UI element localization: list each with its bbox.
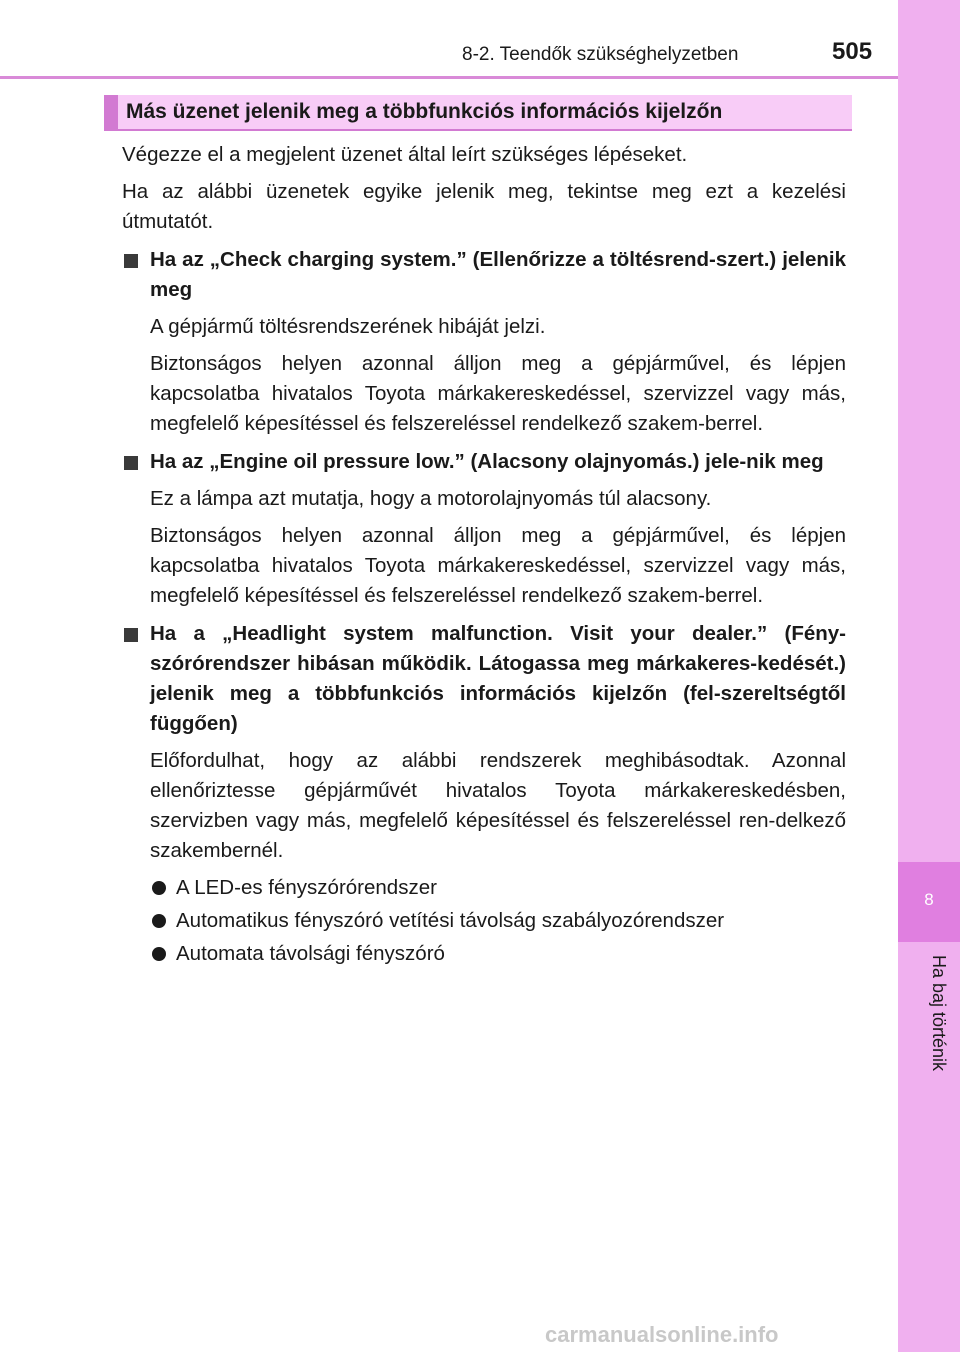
message-heading (122, 245, 846, 305)
message-body (122, 746, 846, 969)
list-item (150, 873, 846, 903)
watermark: carmanualsonline.info (545, 1322, 779, 1347)
chapter-side-tab (898, 0, 960, 1352)
square-bullet-icon (124, 628, 138, 642)
message-paragraph: Biztonságos helyen azonnal álljon meg a gépjárművel, és lépjen kapcsolatba hivatalos Toyota márkakereskedéssel, szervizzel vagy más, megfelelő képesítéssel és felszereléssel rendelkező szakem-berrel. (150, 352, 846, 435)
intro-paragraph: Ha az alábbi üzenetek egyike jelenik meg, tekintse meg ezt a kezelési útmutatót. (122, 180, 846, 233)
list-item (150, 939, 846, 969)
circle-bullet-icon (152, 914, 166, 928)
message-body (122, 484, 846, 611)
header-section-title: 8-2. Teendők szükséghelyzetben (462, 44, 739, 65)
message-item (122, 619, 846, 969)
list-item-text: Automata távolsági fényszóró (176, 942, 445, 965)
message-heading-text: Ha az „Check charging system.” (Ellenőrizze a töltésrend-szert.) jelenik meg (150, 248, 846, 301)
list-item-text: A LED-es fényszórórendszer (176, 876, 437, 899)
circle-bullet-icon (152, 947, 166, 961)
header-divider (0, 76, 898, 79)
message-heading (122, 619, 846, 739)
page-number: 505 (832, 38, 873, 65)
message-heading-text: Ha a „Headlight system malfunction. Visit your dealer.” (Fény-szórórendszer hibásan működik. Látogassa meg márkakeres-kedését.) jelenik meg a többfunkciós információs kijelzőn (fel-szereltségtől függően) (150, 622, 846, 735)
chapter-number-tab[interactable]: 8 (898, 862, 960, 942)
section-title: Más üzenet jelenik meg a többfunkciós információs kijelzőn (126, 100, 723, 123)
message-body (122, 312, 846, 439)
chapter-title: Ha baj történik (929, 955, 949, 1072)
list-item-text: Automatikus fényszóró vetítési távolság szabályozórendszer (176, 909, 725, 932)
circle-bullet-icon (152, 881, 166, 895)
square-bullet-icon (124, 254, 138, 268)
message-item (122, 245, 846, 439)
message-heading (122, 447, 846, 477)
message-paragraph: Előfordulhat, hogy az alábbi rendszerek meghibásodtak. Azonnal ellenőriztesse gépjárművét hivatalos Toyota márkakereskedésben, szervizben vagy más, megfelelő képesítéssel és felszereléssel ren-delkező szakembernél. (150, 749, 846, 862)
message-item (122, 447, 846, 611)
square-bullet-icon (124, 456, 138, 470)
list-item (150, 906, 846, 936)
page-content (122, 140, 846, 972)
message-paragraph: Biztonságos helyen azonnal álljon meg a gépjárművel, és lépjen kapcsolatba hivatalos Toyota márkakereskedéssel, szervizzel vagy más, megfelelő képesítéssel és felszereléssel rendelkező szakem-berrel. (150, 524, 846, 607)
intro-paragraph: Végezze el a megjelent üzenet által leírt szükséges lépéseket. (122, 143, 688, 166)
message-paragraph: A gépjármű töltésrendszerének hibáját jelzi. (150, 315, 546, 338)
message-heading-text: Ha az „Engine oil pressure low.” (Alacsony olajnyomás.) jele-nik meg (150, 450, 824, 473)
message-paragraph: Ez a lámpa azt mutatja, hogy a motorolajnyomás túl alacsony. (150, 487, 712, 510)
